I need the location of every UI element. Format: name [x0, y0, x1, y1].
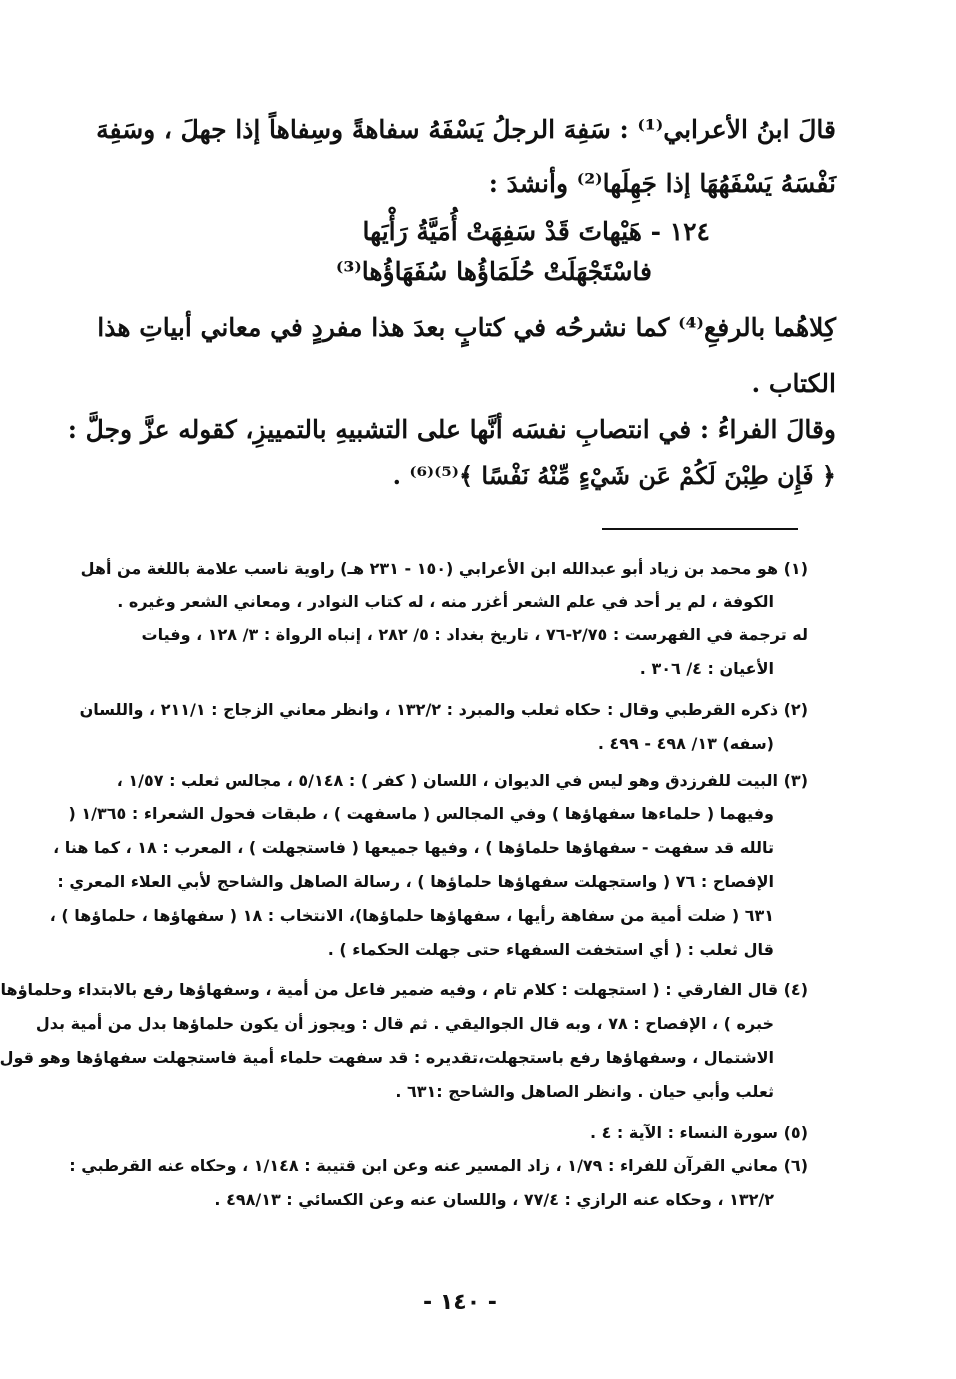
footnote-separator [602, 528, 798, 530]
footnote-line: له ترجمة في الفهرست : ٢/٧٥-٧٦ ، تاريخ بغداد : ٥/ ٢٨٢ ، إنباه الرواة : ٣/ ١٢٨ ، وفيات [141, 625, 808, 644]
footnote-line: خبره ) ، الإفصاح : ٧٨ ، وبه قال الجواليقي . ثم قال : ويجوز أن يكون حلماؤها بدل من أمية بدل [35, 1014, 774, 1033]
footnote-line: تالله قد سفهت - سفهاؤها حلماؤها ) ، وفيها جميعها ( فاستجهلت ) ، المعرب : ١٨ ، كما هنا ، [53, 838, 774, 857]
footnote-line: الكوفة ، لم ير أحد في علم الشعر أغزر منه ، له كتاب النوادر ، ومعاني الشعر وغيره . [117, 592, 774, 611]
footnote-line: (٥) سورة النساء : الآية : ٤ . [589, 1123, 808, 1142]
footnote-line: (١) هو محمد بن زياد أبو عبدالله ابن الأعرابي (١٥٠ - ٢٣١ هـ) راوية ناسب علامة باللغة من أهل [80, 559, 808, 578]
footnote-line: ثعلب وأبي حيان . وانظر الصاهل والشاحج :٦٣١ . [395, 1082, 774, 1101]
main-text-line-7: وقالَ الفراءُ : في انتصابِ نفسَه أنَّها على التشبيهِ بالتمييزِ، كقوله عزَّ وجلَّ : [67, 415, 836, 444]
main-text-line-2: نَفْسَهُ يَسْفَهُهَا إذا جَهِلَها⁽²⁾ وأنشدَ : [488, 169, 836, 198]
main-text-line-1: قالَ ابنُ الأعرابي⁽¹⁾ : سَفِهَ الرجلُ يَسْفَهُ سفاهةً وسِفاهاً إذا جهلَ ، وسَفِهَ [96, 115, 836, 144]
footnote-line: الإفصاح : ٧٦ ( واستجهلت سفهاؤها حلماؤها ) ، رسالة الصاهل والشاحج لأبي العلاء المعري : [57, 872, 774, 891]
footnote-line: وفيهما ( حلماءها سفهاؤها ) وفي المجالس ( ماسفهت ) ، طبقات فحول الشعراء : ١/٣٦٥ ( [68, 804, 774, 823]
main-text-line-6: الكتاب . [751, 369, 836, 398]
verse-first-hemistich: ١٢٤ - هَيْهاتَ قَدْ سَفِهَتْ أُمَيَّةُ رَأْيَها [362, 217, 710, 246]
main-text-line-5: كِلاهُما بالرفعِ⁽⁴⁾ كما نشرحُه في كتابٍ بعدَ هذا مفردٍ في معاني أبياتِ هذا [97, 313, 836, 342]
footnote-line: (سفه) ١٣/ ٤٩٨ - ٤٩٩ . [597, 734, 774, 753]
footnote-line: (٣) البيت للفرزدق وهو ليس في الديوان ، اللسان ( كفر ) : ٥/١٤٨ ، مجالس ثعلب : ١/٥٧ ، [116, 771, 808, 790]
verse-second-hemistich: فاسْتَجْهَلَتْ حُلَمَاؤُها سُفَهَاؤُها⁽³⁾ [335, 257, 652, 286]
footnote-line: قال ثعلب : ( أي استخفت السفهاء حتى جهلت الحكماء ) . [327, 940, 774, 959]
footnote-line: الاشتمال ، وسفهاؤها رفع باستجهلت،تقديره : قد سفهت حلماء أمية فاستجهلت سفهاؤها وهو قول [0, 1048, 774, 1067]
quran-verse: ﴿ فَإِن طِبْنَ لَكُمْ عَن شَيْءٍ مِّنْهُ نَفْسًا ﴾⁽⁵⁾⁽⁶⁾ . [392, 461, 836, 490]
footnote-line: (٤) قال الفارقي : ( استجهلت : كلام تام ، وفيه ضمير فاعل من أمية ، وسفهاؤها رفع بالابتداء وحلماؤها [0, 980, 808, 999]
footnote-line: الأعيان : ٤/ ٣٠٦ . [639, 659, 774, 678]
page-number: - ١٤٠ - [423, 1290, 497, 1315]
footnote-line: (٢) ذكره القرطبي وقال : حكاه ثعلب والمبرد : ١٣٢/٢ ، وانظر معاني الزجاج : ٢١١/١ ، واللسان [79, 700, 808, 719]
footnote-line: ٦٣١ ( ضلت أمية من سفاهة رأيها ، سفهاؤها حلماؤها)، الانتخاب : ١٨ ( سفهاؤها ، حلماؤها ) ، [49, 906, 774, 925]
footnote-line: ١٣٢/٢ ، وحكاه عنه الرازي : ٧٧/٤ ، واللسان عنه وعن الكسائي : ٤٩٨/١٣ . [214, 1190, 774, 1209]
footnote-line: (٦) معاني القرآن للفراء : ١/٧٩ ، زاد المسير عنه وعن ابن قتيبة : ١/١٤٨ ، وحكاه عنه القرطبي : [69, 1156, 808, 1175]
